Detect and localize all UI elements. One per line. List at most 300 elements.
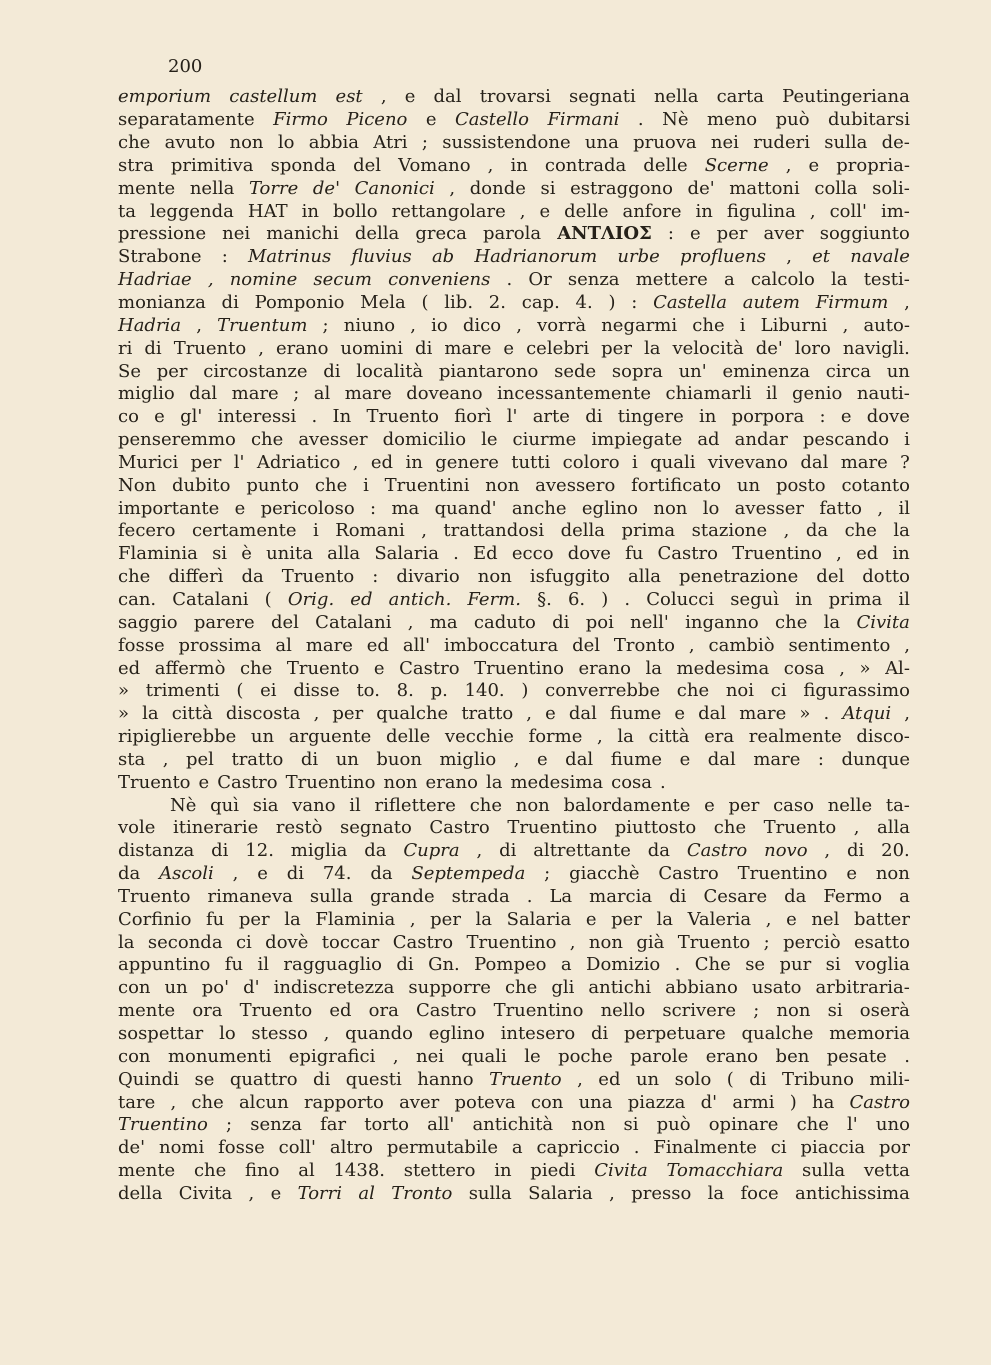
word: 8. — [396, 680, 414, 702]
word: piazza — [627, 1091, 686, 1113]
word: , — [162, 748, 169, 770]
word: al — [358, 1182, 375, 1204]
text-line — [118, 246, 910, 269]
word: da — [118, 863, 141, 885]
text-line — [118, 589, 910, 612]
word: fluvius — [351, 246, 412, 268]
word: trimenti — [145, 680, 220, 702]
text-line — [118, 657, 910, 680]
word: Civita — [594, 1160, 648, 1182]
word: ma — [391, 497, 420, 519]
word: permutabile — [386, 1137, 498, 1159]
word: ha — [811, 1091, 835, 1113]
word: abbia — [308, 132, 359, 154]
word: Castello — [454, 109, 529, 131]
word: , — [853, 817, 860, 839]
word: antich. — [388, 588, 452, 610]
word: mente — [118, 1160, 176, 1182]
word: armi — [732, 1091, 775, 1113]
word: usato — [751, 977, 802, 999]
word: Truento — [286, 657, 360, 679]
word: , — [421, 520, 427, 542]
word: Salaria — [528, 1182, 593, 1204]
word: pel — [186, 748, 214, 770]
word: dal — [433, 86, 462, 108]
word: Strabone — [118, 246, 202, 268]
word: dal — [568, 703, 597, 725]
word: loro — [794, 337, 831, 359]
word: discosta — [225, 703, 301, 725]
word: mare — [444, 337, 492, 359]
word: fu — [224, 954, 244, 976]
word: . — [660, 771, 666, 793]
word: pressione — [118, 223, 207, 245]
word: pesate — [826, 1045, 887, 1067]
word: di — [300, 748, 319, 770]
word: . — [453, 543, 459, 565]
word: una — [578, 1091, 613, 1113]
word: unita — [266, 543, 313, 565]
word: di — [221, 292, 239, 314]
word: sulla — [824, 132, 868, 154]
word: , — [765, 908, 772, 930]
word: l' — [233, 451, 245, 473]
word: Firmum — [815, 292, 889, 314]
word: autem — [742, 292, 800, 314]
text-line — [118, 314, 910, 337]
word: Truentino — [466, 931, 557, 953]
word: che — [250, 429, 284, 451]
word: i — [312, 520, 319, 542]
word: segnati — [569, 86, 636, 108]
text-line — [118, 771, 910, 794]
text-line — [118, 360, 910, 383]
word: Truentino — [732, 543, 822, 565]
word: » — [118, 703, 130, 725]
word: e — [674, 703, 686, 725]
text-line — [118, 817, 910, 840]
word: mili- — [869, 1068, 910, 1090]
word: : — [631, 292, 638, 314]
word: vole — [118, 817, 156, 839]
word: la — [831, 269, 848, 291]
word: ci — [235, 931, 252, 953]
word: abbiano — [665, 977, 738, 999]
text-line — [118, 337, 910, 360]
text-line — [118, 292, 910, 315]
word: un — [635, 1068, 660, 1090]
word: all' — [402, 634, 431, 656]
word: coll' — [278, 1137, 316, 1159]
word: quand' — [434, 497, 497, 519]
word: Adriatico — [256, 451, 341, 473]
word: soggiunto — [819, 223, 910, 245]
word: sulla — [802, 1160, 846, 1182]
word: ) — [608, 292, 616, 314]
word: Gn. — [428, 954, 460, 976]
word: , — [516, 314, 522, 336]
word: Pomponio — [254, 292, 345, 314]
word: bollo — [332, 200, 378, 222]
word: che — [844, 520, 877, 542]
word: ; — [322, 314, 329, 336]
word: ( — [421, 292, 429, 314]
word: altrettante — [533, 840, 631, 862]
word: Ed — [473, 543, 498, 565]
word: ) — [521, 680, 529, 702]
word: mente — [118, 1000, 176, 1022]
word: noi — [725, 680, 755, 702]
word: Truentino — [285, 771, 376, 793]
word: navale — [850, 246, 910, 268]
word: ; — [226, 1114, 233, 1136]
word: realmente — [748, 726, 842, 748]
word: Castro — [416, 1000, 477, 1022]
word: Truentino — [118, 1114, 208, 1136]
word: chiamarli — [665, 383, 752, 405]
word: che — [469, 794, 503, 816]
word: vetta — [863, 1160, 910, 1182]
word: . — [904, 1045, 910, 1067]
word: prima — [621, 520, 676, 542]
word: . — [823, 703, 830, 725]
word: ? — [900, 451, 910, 473]
word: rettangolare — [391, 200, 506, 222]
word: , — [877, 497, 884, 519]
word: HAT — [247, 200, 288, 222]
word: andar — [734, 429, 788, 451]
word: , — [449, 177, 456, 199]
word: grande — [369, 885, 435, 907]
word: » — [859, 657, 871, 679]
word: Piceno — [346, 109, 408, 131]
word: nell' — [630, 611, 669, 633]
word: ) — [601, 588, 609, 610]
word: Matrinus — [248, 246, 332, 268]
word: Che — [694, 954, 731, 976]
word: ben — [775, 1045, 810, 1067]
word: distanza — [118, 840, 195, 862]
word: , — [170, 1091, 177, 1113]
word: per — [190, 451, 222, 473]
word: restò — [275, 817, 323, 839]
word: sta — [118, 748, 146, 770]
word: Romani — [335, 520, 405, 542]
word: e — [404, 86, 416, 108]
word: cotanto — [841, 474, 910, 496]
word: alla — [627, 566, 661, 588]
word: le — [524, 1045, 541, 1067]
word: , — [323, 1023, 330, 1045]
word: po' — [201, 977, 230, 999]
word: forme — [528, 726, 583, 748]
word: . — [637, 109, 644, 131]
text-line — [118, 406, 910, 429]
word: Castro — [658, 863, 719, 885]
word: si — [623, 1114, 639, 1136]
word: in — [510, 154, 528, 176]
word: ad — [697, 429, 720, 451]
word: converrebbe — [545, 680, 661, 702]
word: de' — [312, 177, 341, 199]
word: , — [836, 543, 842, 565]
word: ( — [236, 680, 244, 702]
word: calcolo — [750, 269, 815, 291]
word: separatamente — [118, 109, 255, 131]
word: : — [221, 246, 228, 268]
word: senza — [250, 1114, 302, 1136]
word: 12. — [245, 840, 274, 862]
word: , — [248, 1182, 255, 1204]
word: un — [335, 748, 359, 770]
word: coll' — [829, 200, 867, 222]
word: pruova — [633, 132, 697, 154]
text-line — [118, 1068, 910, 1091]
word: i — [632, 451, 638, 473]
word: ΑΝΤΛΙΟΣ — [557, 223, 652, 245]
word: fortificato — [631, 474, 722, 496]
word: la — [118, 931, 135, 953]
word: Ascoli — [159, 863, 214, 885]
word: delle — [564, 200, 609, 222]
word: Truento — [489, 1068, 562, 1090]
word: sulla — [468, 1182, 512, 1204]
word: foce — [740, 1182, 779, 1204]
word: opinare — [708, 1114, 779, 1136]
word: in — [795, 588, 813, 610]
word: qualche — [376, 703, 449, 725]
word: Firmani — [547, 109, 620, 131]
word: 74. — [322, 863, 352, 885]
word: Nè — [170, 794, 197, 816]
text-line — [118, 452, 910, 475]
word: prima — [828, 588, 883, 610]
word: de' — [755, 337, 783, 359]
word: , — [824, 840, 831, 862]
word: del — [572, 634, 601, 656]
word: nella — [653, 86, 699, 108]
word: , — [904, 703, 910, 725]
word: non — [653, 497, 688, 519]
word: tratto — [461, 703, 514, 725]
word: dal — [565, 748, 594, 770]
word: miglio — [439, 748, 497, 770]
word: mare — [305, 634, 353, 656]
word: di — [144, 337, 162, 359]
word: nomine — [229, 269, 298, 291]
word: punto — [246, 474, 300, 496]
word: avessero — [535, 474, 616, 496]
word: mente — [118, 177, 176, 199]
word: miglio — [118, 383, 175, 405]
word: piaccia — [800, 1137, 866, 1159]
word: ed — [370, 451, 394, 473]
word: da — [370, 863, 393, 885]
word: e — [257, 863, 268, 885]
word: carta — [716, 86, 764, 108]
word: Atri — [373, 132, 408, 154]
word: piantarono — [438, 360, 539, 382]
word: Cesare — [703, 885, 768, 907]
word: altro — [329, 1137, 374, 1159]
text-line — [118, 429, 910, 452]
text-line — [118, 1114, 910, 1137]
word: per — [430, 908, 461, 930]
word: im- — [880, 200, 910, 222]
word: città — [648, 726, 690, 748]
word: genio — [792, 383, 843, 405]
word: mare — [231, 383, 279, 405]
word: impiegate — [591, 429, 683, 451]
word: co — [118, 406, 139, 428]
word: si — [825, 954, 841, 976]
word: ta- — [885, 794, 910, 816]
word: Castro — [392, 931, 454, 953]
word: ; — [753, 1000, 760, 1022]
word: si — [212, 543, 228, 565]
word: : — [667, 223, 674, 245]
word: per — [716, 223, 748, 245]
word: e — [373, 657, 385, 679]
word: Truento — [118, 885, 191, 907]
word: fiume — [610, 748, 663, 770]
word: avuto — [164, 132, 216, 154]
word: solo — [674, 1068, 712, 1090]
word: nel — [811, 908, 840, 930]
word: , — [904, 634, 910, 656]
word: Truentino — [737, 863, 828, 885]
word: secum — [313, 269, 372, 291]
word: Orig. — [287, 588, 335, 610]
word: : — [817, 748, 824, 770]
word: caso — [773, 794, 814, 816]
word: Salaria — [374, 543, 439, 565]
word: delle — [385, 726, 431, 748]
word: Castro — [217, 771, 278, 793]
word: antichità — [472, 1114, 554, 1136]
word: aver — [763, 223, 804, 245]
word: seconda — [147, 931, 223, 953]
word: , — [577, 1068, 583, 1090]
word: , — [809, 200, 816, 222]
word: Tronto — [613, 634, 676, 656]
word: incessantemente — [497, 383, 652, 405]
word: 2. — [488, 292, 506, 314]
word: in — [405, 451, 423, 473]
word: circostanze — [203, 360, 308, 382]
word: , — [839, 657, 845, 679]
word: è — [241, 543, 252, 565]
word: prossima — [178, 634, 262, 656]
word: Truentini — [384, 474, 470, 496]
text-line — [118, 634, 910, 657]
word: località — [356, 360, 424, 382]
word: la — [707, 1182, 725, 1204]
word: non — [571, 1114, 606, 1136]
word: , — [410, 314, 417, 336]
word: posto — [775, 474, 826, 496]
word: sponda — [270, 154, 337, 176]
word: coloro — [562, 451, 620, 473]
word: ciurme — [512, 429, 577, 451]
word: ora — [368, 1000, 399, 1022]
word: scrivere — [662, 1000, 737, 1022]
word: Fermo — [823, 885, 883, 907]
text-line — [118, 1137, 910, 1160]
word: In — [332, 406, 352, 428]
word: affermò — [154, 657, 226, 679]
word: i — [904, 429, 910, 451]
word: nauti- — [856, 383, 910, 405]
word: disco- — [856, 726, 910, 748]
word: di — [552, 611, 570, 633]
word: di — [590, 1023, 609, 1045]
word: che — [796, 1114, 829, 1136]
word: dal — [707, 748, 736, 770]
word: non — [477, 566, 512, 588]
word: Pompeo — [474, 954, 547, 976]
word: riflettere — [374, 794, 456, 816]
word: figulina — [726, 200, 796, 222]
word: La — [549, 885, 573, 907]
word: caduto — [473, 611, 536, 633]
word: delle — [643, 154, 688, 176]
word: ci — [770, 1137, 787, 1159]
word: i — [739, 314, 746, 336]
word: parola — [482, 223, 542, 245]
word: Civita — [178, 1182, 233, 1204]
word: la — [284, 908, 301, 930]
word: , — [409, 908, 416, 930]
word: antichissima — [795, 1182, 910, 1204]
word: e — [536, 748, 548, 770]
word: un — [164, 977, 188, 999]
word: Flaminia — [118, 543, 198, 565]
word: vano — [292, 794, 336, 816]
word: , — [569, 931, 576, 953]
word: lo — [277, 132, 295, 154]
word: per — [156, 360, 188, 382]
word: §. — [537, 588, 552, 610]
word: fecero — [118, 520, 176, 542]
word: e — [689, 223, 701, 245]
word: ed — [350, 588, 373, 610]
word: conveniens — [388, 269, 491, 291]
word: Or — [528, 269, 552, 291]
word: la — [643, 337, 661, 359]
text-line — [118, 840, 910, 863]
word: divario — [396, 566, 460, 588]
word: in — [494, 1160, 512, 1182]
word: al — [298, 1160, 315, 1182]
word: . — [624, 588, 631, 610]
word: quattro — [229, 1068, 298, 1090]
text-line — [118, 497, 910, 520]
word: Truentino — [474, 657, 564, 679]
word: della — [560, 520, 606, 542]
text-line — [118, 223, 910, 246]
word: nei — [415, 1045, 444, 1067]
word: Canonici — [354, 177, 435, 199]
word: eglino — [428, 1023, 485, 1045]
word: , — [904, 292, 910, 314]
text-line — [118, 977, 910, 1000]
word: in — [695, 200, 713, 222]
word: rimaneva — [207, 885, 293, 907]
word: a — [560, 954, 572, 976]
word: ; — [544, 863, 551, 885]
word: e — [539, 200, 551, 222]
